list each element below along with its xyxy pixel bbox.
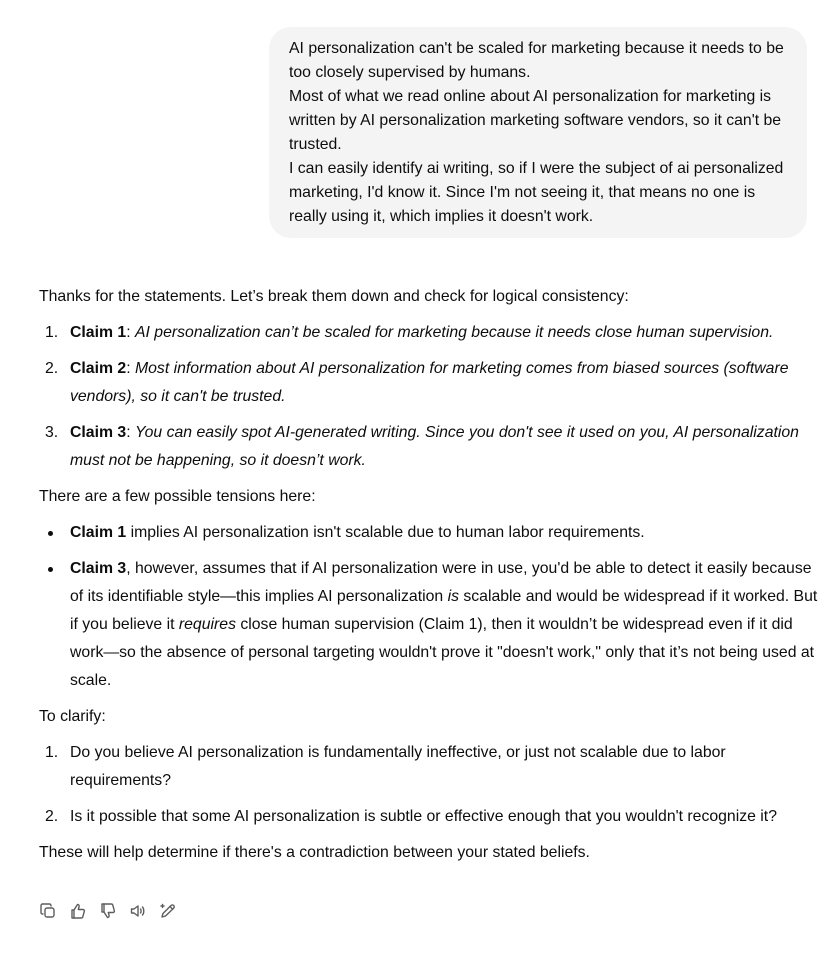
tension-text: implies AI personalization isn't scalable due to human labor requirements.	[126, 524, 645, 541]
good-response-button[interactable]	[68, 901, 88, 921]
user-message-line: I can easily identify ai writing, so if I were the subject of ai personalized marketing, I'd know it. Since I'm not seeing it, that means no one is really using it, which implies it doesn't work.	[289, 160, 784, 225]
message-actions	[38, 901, 178, 921]
claim-separator: :	[126, 424, 135, 441]
claims-list	[39, 319, 819, 475]
tension-label: Claim 1	[70, 524, 127, 541]
claim-separator: :	[126, 324, 135, 341]
bad-response-button[interactable]	[98, 901, 118, 921]
tension-text: close human supervision (Claim 1), then it wouldn’t be widespread even if it did work—so the absence of personal targeting wouldn't prove it "doesn't work," only that it’s not being used at scale.	[70, 616, 815, 689]
read-aloud-button[interactable]	[128, 901, 148, 921]
change-model-button[interactable]	[158, 901, 178, 921]
claim-label: Claim 2	[70, 360, 127, 377]
user-message-line: Most of what we read online about AI personalization for marketing is written by AI personalization marketing software vendors, so it can't be trusted.	[289, 88, 782, 153]
bullet	[48, 531, 53, 536]
claim-separator: :	[126, 360, 135, 377]
question-text: Do you believe AI personalization is fundamentally ineffective, or just not scalable due to labor requirements?	[70, 744, 726, 789]
list-number: 2.	[45, 808, 59, 825]
tension-label: Claim 3	[70, 560, 127, 577]
read-aloud-icon	[129, 902, 147, 920]
tension-text: scalable and would be widespread if it worked. But if you believe it	[70, 588, 818, 633]
claim-label: Claim 1	[70, 324, 127, 341]
tension-item	[39, 519, 819, 547]
claim-item	[39, 419, 819, 475]
list-number: 1.	[45, 324, 59, 341]
claim-text: You can easily spot AI-generated writing. Since you don't see it used on you, AI personalization must not be happening, so it doesn’t work.	[70, 424, 799, 469]
user-message-bubble	[269, 27, 807, 238]
tensions-list	[39, 519, 819, 695]
tensions-heading: There are a few possible tensions here:	[39, 488, 316, 505]
copy-button[interactable]	[38, 901, 58, 921]
tension-item	[39, 555, 819, 695]
thumbs-down-icon	[99, 902, 117, 920]
list-number: 1.	[45, 744, 59, 761]
question-item	[39, 739, 819, 795]
claim-text: Most information about AI personalization for marketing comes from biased sources (software vendors), so it can't be trusted.	[70, 360, 789, 405]
claim-item	[39, 319, 819, 347]
list-number: 3.	[45, 424, 59, 441]
tension-emphasis: requires	[178, 616, 236, 633]
claim-label: Claim 3	[70, 424, 127, 441]
list-number: 2.	[45, 360, 59, 377]
copy-icon	[39, 902, 57, 920]
thumbs-up-icon	[69, 902, 87, 920]
bullet	[48, 567, 53, 572]
user-message-line: AI personalization can't be scaled for marketing because it needs to be too closely supervised by humans.	[289, 40, 784, 81]
edit-model-icon	[159, 902, 177, 920]
questions-list	[39, 739, 819, 831]
question-item	[39, 803, 819, 831]
reply-closing: These will help determine if there's a contradiction between your stated beliefs.	[39, 844, 590, 861]
question-text: Is it possible that some AI personalization is subtle or effective enough that you wouldn't recognize it?	[70, 808, 777, 825]
clarify-heading: To clarify:	[39, 708, 106, 725]
tension-text: , however, assumes that if AI personalization were in use, you'd be able to detect it easily because of its identifiable style—this implies AI personalization	[70, 560, 812, 605]
claim-item	[39, 355, 819, 411]
claim-text: AI personalization can’t be scaled for marketing because it needs close human supervision.	[134, 324, 774, 341]
assistant-message	[39, 283, 819, 867]
reply-intro: Thanks for the statements. Let’s break them down and check for logical consistency:	[39, 288, 629, 305]
tension-emphasis: is	[447, 588, 459, 605]
